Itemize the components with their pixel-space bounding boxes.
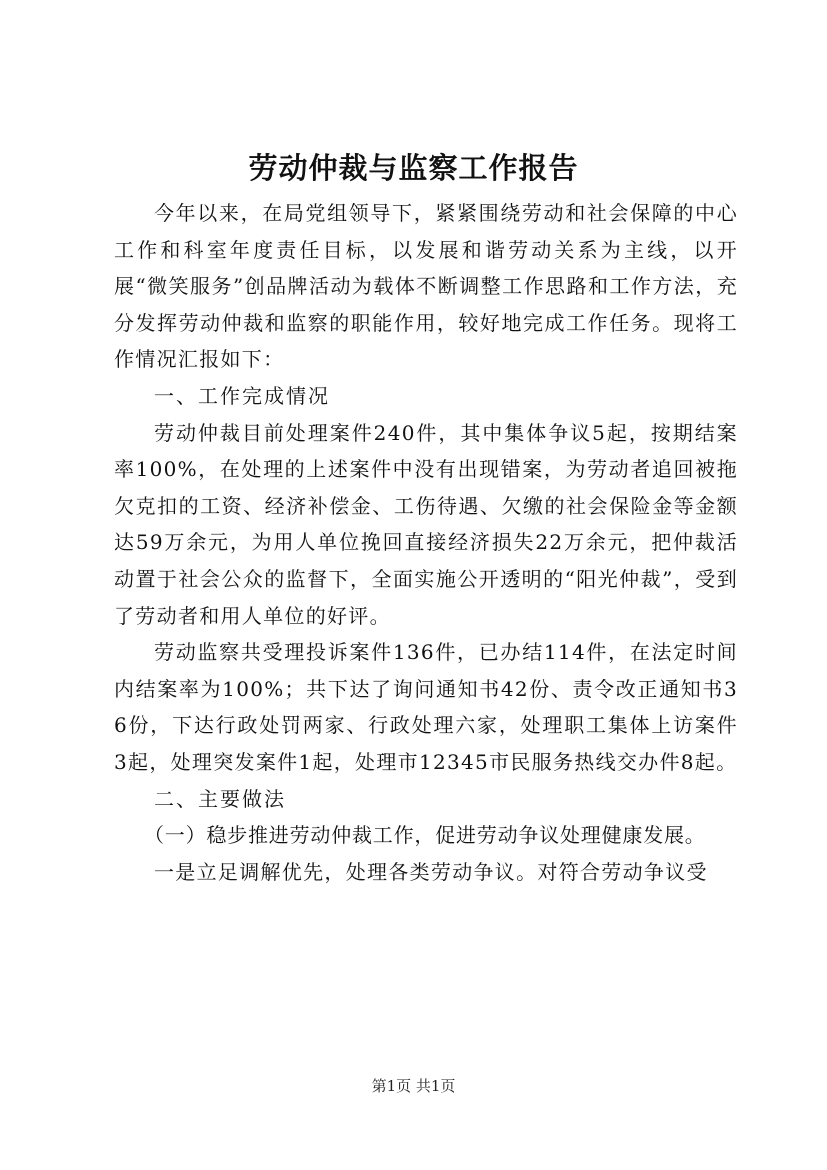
section-heading-main-practices: 二、主要做法: [154, 786, 286, 811]
paragraph-labor-supervision: 劳动监察共受理投诉案件136件，已办结114件，在法定时间内结案率为100%；共下达了询问通知书42份、责令改正通知书36份，下达行政处罚两家、行政处理六家，处理职工集体上访案件3起，处理突发案件1起，处理市12345市民服务热线交办件8起。: [114, 640, 738, 774]
subsection-heading-arbitration: （一）稳步推进劳动仲裁工作，促进劳动争议处理健康发展。: [144, 823, 706, 848]
paragraph-intro: 今年以来，在局党组领导下，紧紧围绕劳动和社会保障的中心工作和科室年度责任目标，以发展和谐劳动关系为主线，以开展“微笑服务”创品牌活动为载体不断调整工作思路和工作方法，充分发挥劳动仲裁和监察的职能作用，较好地完成工作任务。现将工作情况汇报如下：: [114, 201, 738, 372]
paragraph-mediation: 一是立足调解优先，处理各类劳动争议。对符合劳动争议受: [154, 859, 708, 884]
paragraph-labor-arbitration: 劳动仲裁目前处理案件240件，其中集体争议5起，按期结案率100%，在处理的上述案件中没有出现错案，为劳动者追回被拖欠克扣的工资、经济补偿金、工伤待遇、欠缴的社会保险金等金额达59万余元，为用人单位挽回直接经济损失22万余元，把仲裁活动置于社会公众的监督下，全面实施公开透明的“阳光仲裁”，受到了劳动者和用人单位的好评。: [114, 420, 738, 628]
document-title: 劳动仲裁与监察工作报告: [248, 151, 579, 185]
page-footer: 第1页 共1页: [371, 1077, 456, 1095]
document-body: [114, 195, 738, 890]
section-heading-work-completion: 一、工作完成情况: [154, 383, 330, 408]
